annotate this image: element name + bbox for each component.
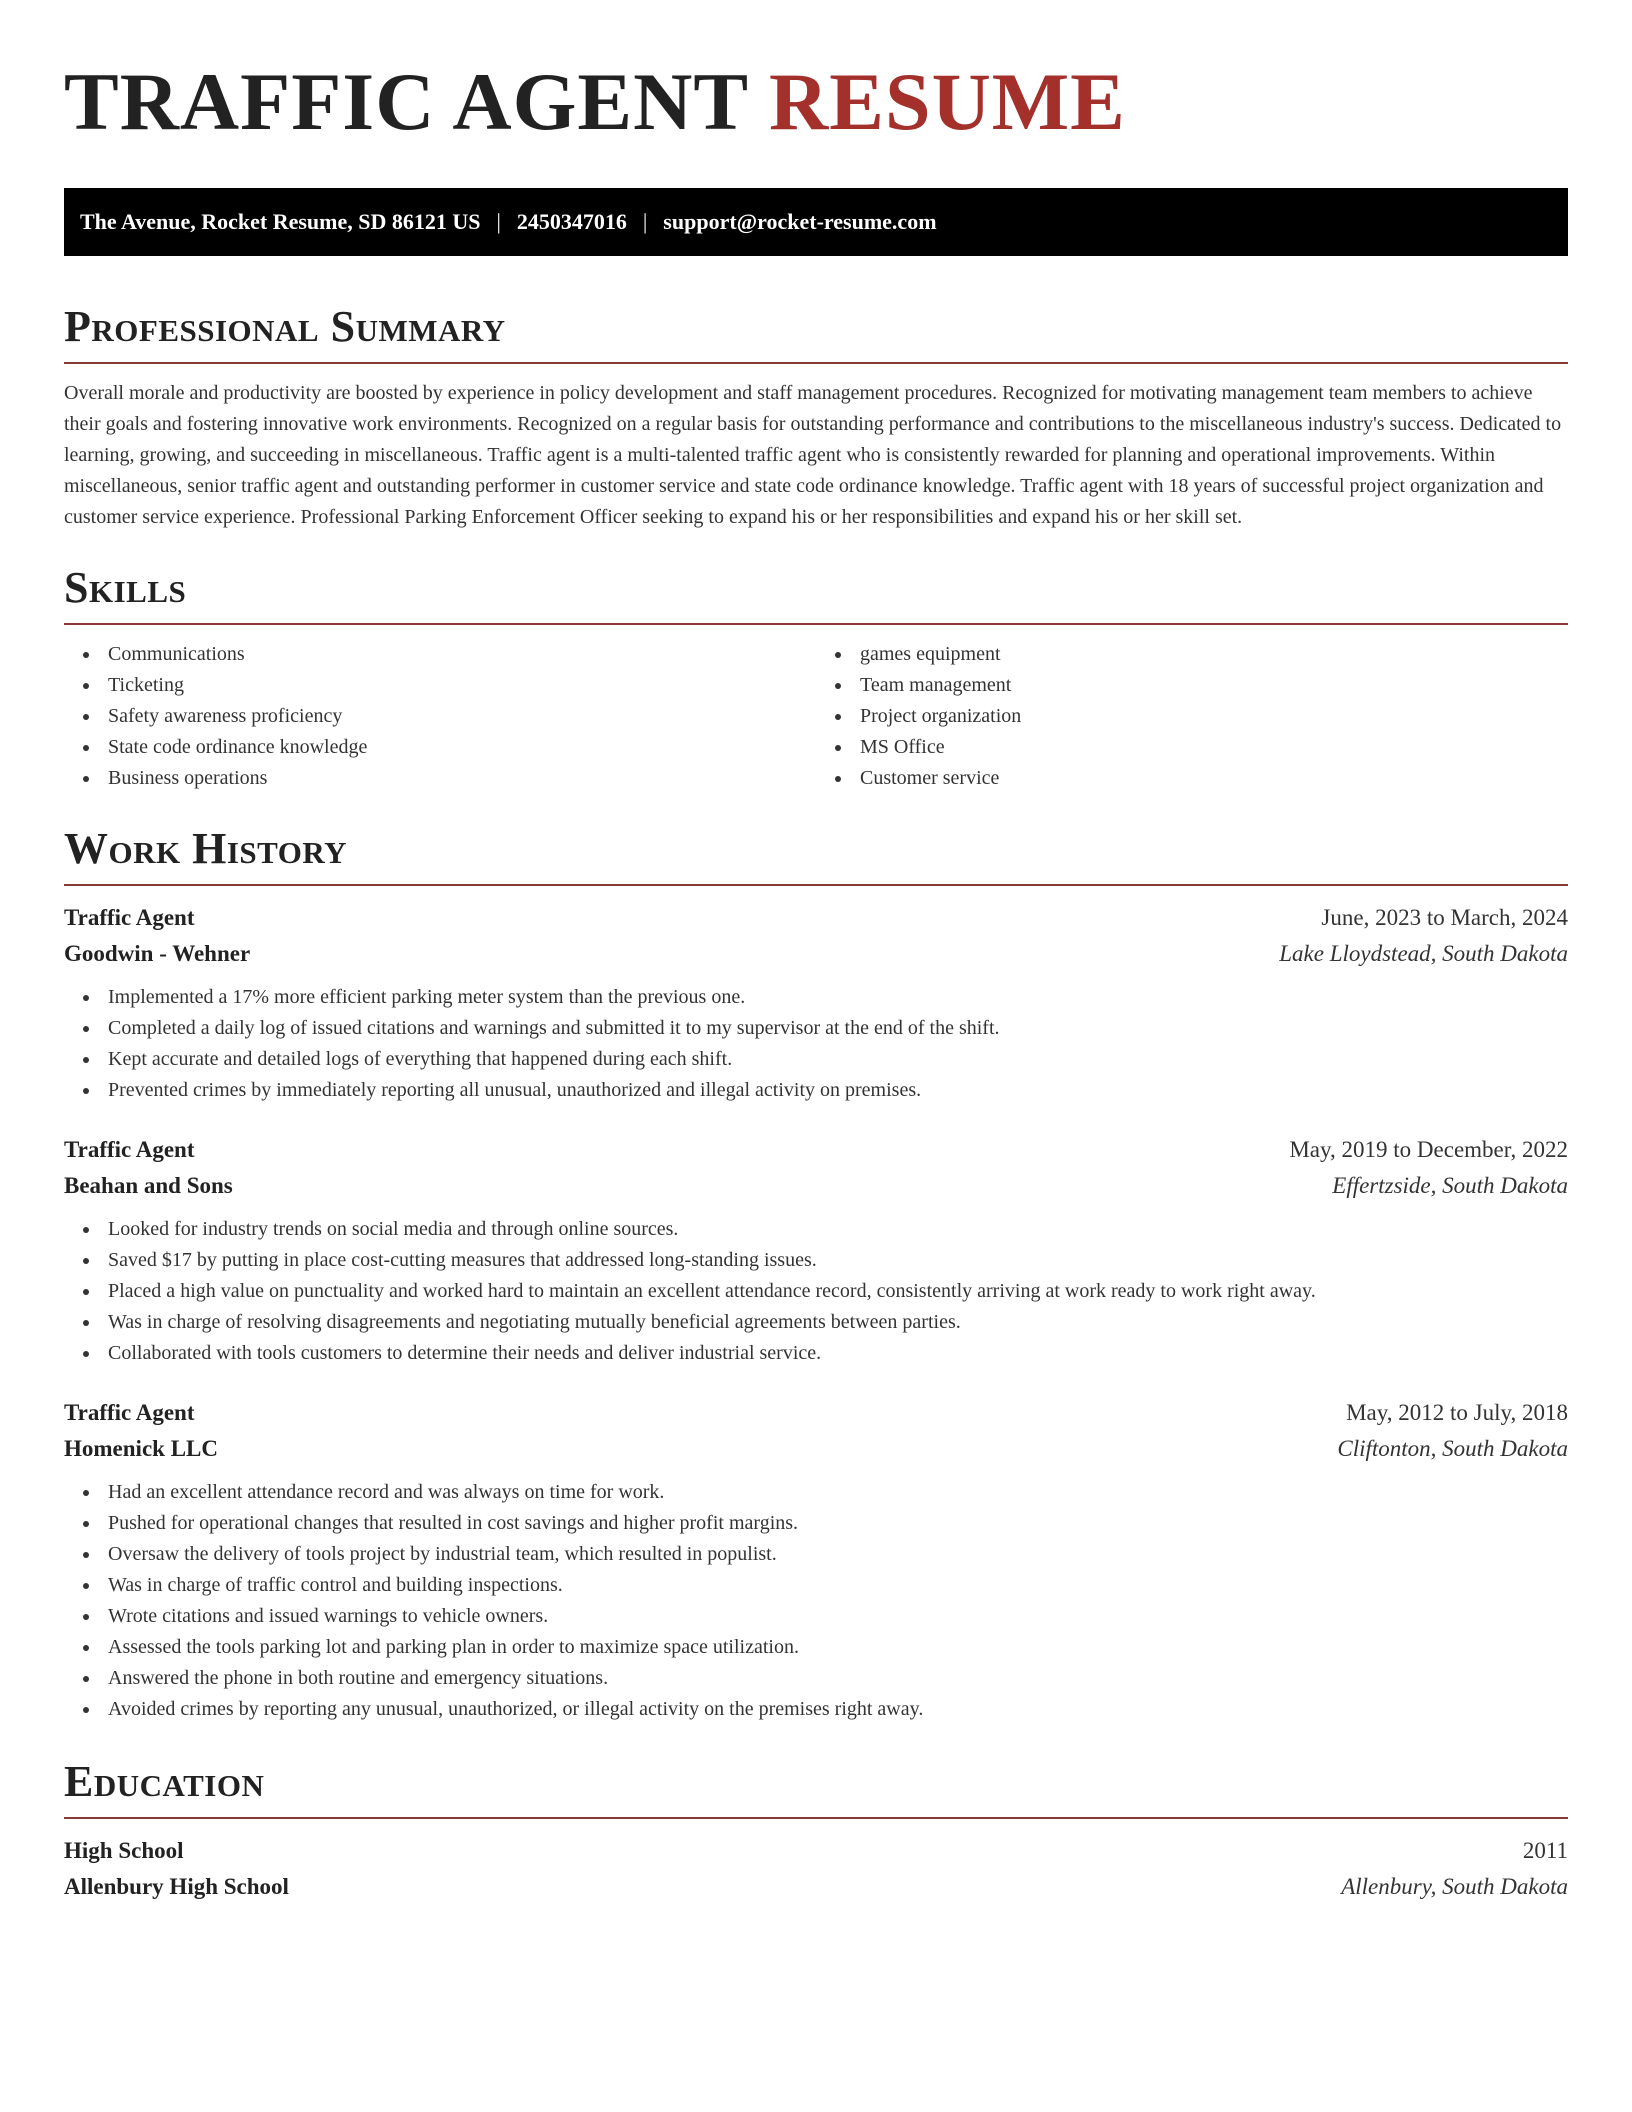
education-school: Allenbury High School	[64, 1874, 289, 1899]
section-divider	[64, 1817, 1568, 1819]
skill-item: Business operations	[108, 763, 816, 794]
job-title: Traffic Agent	[64, 1400, 195, 1425]
education-degree-row	[64, 1833, 1568, 1869]
job-title: Traffic Agent	[64, 905, 195, 930]
job-location: Cliftonton, South Dakota	[1337, 1436, 1568, 1461]
job-dates: May, 2012 to July, 2018	[1346, 1400, 1568, 1425]
job-bullets	[64, 1214, 1568, 1369]
job-header-row	[64, 1132, 1568, 1168]
education-year: 2011	[1522, 1838, 1568, 1863]
job-bullet: Assessed the tools parking lot and parking plan in order to maximize space utilization.	[108, 1632, 1568, 1663]
job-company: Beahan and Sons	[64, 1173, 233, 1198]
job-bullet: Implemented a 17% more efficient parking meter system than the previous one.	[108, 982, 1568, 1013]
section-heading-skills: Skills	[64, 563, 187, 612]
job-bullet: Oversaw the delivery of tools project by industrial team, which resulted in populist.	[108, 1539, 1568, 1570]
job-bullet: Collaborated with tools customers to determine their needs and deliver industrial service.	[108, 1338, 1568, 1369]
job-bullet: Had an excellent attendance record and was always on time for work.	[108, 1477, 1568, 1508]
section-divider	[64, 884, 1568, 886]
education-location: Allenbury, South Dakota	[1341, 1874, 1568, 1899]
section-heading-education: Education	[64, 1757, 265, 1806]
job-bullet: Kept accurate and detailed logs of everything that happened during each shift.	[108, 1044, 1568, 1075]
job-bullets	[64, 982, 1568, 1106]
section-divider	[64, 623, 1568, 625]
job-bullet: Saved $17 by putting in place cost-cutting measures that addressed long-standing issues.	[108, 1245, 1568, 1276]
job-bullet: Answered the phone in both routine and emergency situations.	[108, 1663, 1568, 1694]
section-heading-summary: Professional Summary	[64, 302, 506, 351]
contact-email: support@rocket-resume.com	[663, 209, 937, 234]
job-bullet: Was in charge of resolving disagreements and negotiating mutually beneficial agreements between parties.	[108, 1307, 1568, 1338]
job-bullet: Prevented crimes by immediately reporting all unusual, unauthorized and illegal activity on premises.	[108, 1075, 1568, 1106]
job-company-row	[64, 1168, 1568, 1204]
skill-item: Communications	[108, 639, 816, 670]
skill-item: MS Office	[860, 732, 1568, 763]
job-bullet: Was in charge of traffic control and building inspections.	[108, 1570, 1568, 1601]
skill-item: Ticketing	[108, 670, 816, 701]
contact-separator: |	[642, 209, 648, 234]
section-heading-work: Work History	[64, 824, 348, 873]
job-bullet: Pushed for operational changes that resulted in cost savings and higher profit margins.	[108, 1508, 1568, 1539]
skills-column-left	[64, 639, 816, 794]
job-bullet: Wrote citations and issued warnings to vehicle owners.	[108, 1601, 1568, 1632]
skill-item: Customer service	[860, 763, 1568, 794]
skill-item: games equipment	[860, 639, 1568, 670]
skill-item: Safety awareness proficiency	[108, 701, 816, 732]
contact-bar	[64, 188, 1568, 256]
skills-grid	[64, 639, 1568, 794]
job-bullet: Avoided crimes by reporting any unusual, unauthorized, or illegal activity on the premises right away.	[108, 1694, 1568, 1725]
job-dates: June, 2023 to March, 2024	[1321, 905, 1568, 930]
title-main: TRAFFIC AGENT	[64, 56, 748, 147]
skill-item: State code ordinance knowledge	[108, 732, 816, 763]
job-header-row	[64, 900, 1568, 936]
job-bullet: Looked for industry trends on social media and through online sources.	[108, 1214, 1568, 1245]
job-company-row	[64, 1431, 1568, 1467]
job-company: Goodwin - Wehner	[64, 941, 251, 966]
skills-section	[64, 561, 1568, 794]
contact-phone: 2450347016	[516, 209, 627, 234]
professional-summary-section	[64, 300, 1568, 533]
section-divider	[64, 362, 1568, 364]
education-degree: High School	[64, 1838, 184, 1863]
job-title: Traffic Agent	[64, 1137, 195, 1162]
job-entry	[64, 900, 1568, 1106]
job-location: Lake Lloydstead, South Dakota	[1279, 941, 1568, 966]
job-company-row	[64, 936, 1568, 972]
skill-item: Project organization	[860, 701, 1568, 732]
skills-column-right	[816, 639, 1568, 794]
resume-title	[64, 56, 1568, 148]
title-accent: RESUME	[769, 56, 1126, 147]
summary-text: Overall morale and productivity are boosted by experience in policy development and staff management procedures. Recognized for motivating management team members to achieve their goals and fostering innovative work environments. Recognized on a regular basis for outstanding performance and contributions to the miscellaneous industry's success. Dedicated to learning, growing, and succeeding in miscellaneous. Traffic agent is a multi-talented traffic agent who is consistently rewarded for planning and operational improvements. Within miscellaneous, senior traffic agent and outstanding performer in customer service and state code ordinance knowledge. Traffic agent with 18 years of successful project organization and customer service experience. Professional Parking Enforcement Officer seeking to expand his or her responsibilities and expand his or her skill set.	[64, 382, 1562, 528]
job-entry	[64, 1395, 1568, 1725]
contact-address: The Avenue, Rocket Resume, SD 86121 US	[80, 209, 481, 234]
job-dates: May, 2019 to December, 2022	[1289, 1137, 1568, 1162]
job-entry	[64, 1132, 1568, 1369]
skill-item: Team management	[860, 670, 1568, 701]
job-company: Homenick LLC	[64, 1436, 218, 1461]
job-location: Effertzside, South Dakota	[1332, 1173, 1568, 1198]
job-bullet: Placed a high value on punctuality and worked hard to maintain an excellent attendance record, consistently arriving at work ready to work right away.	[108, 1276, 1568, 1307]
education-section	[64, 1755, 1568, 1905]
contact-separator: |	[496, 209, 501, 234]
work-history-section	[64, 822, 1568, 1725]
job-bullets	[64, 1477, 1568, 1725]
job-bullet: Completed a daily log of issued citations and warnings and submitted it to my supervisor at the end of the shift.	[108, 1013, 1568, 1044]
education-school-row	[64, 1869, 1568, 1905]
job-header-row	[64, 1395, 1568, 1431]
